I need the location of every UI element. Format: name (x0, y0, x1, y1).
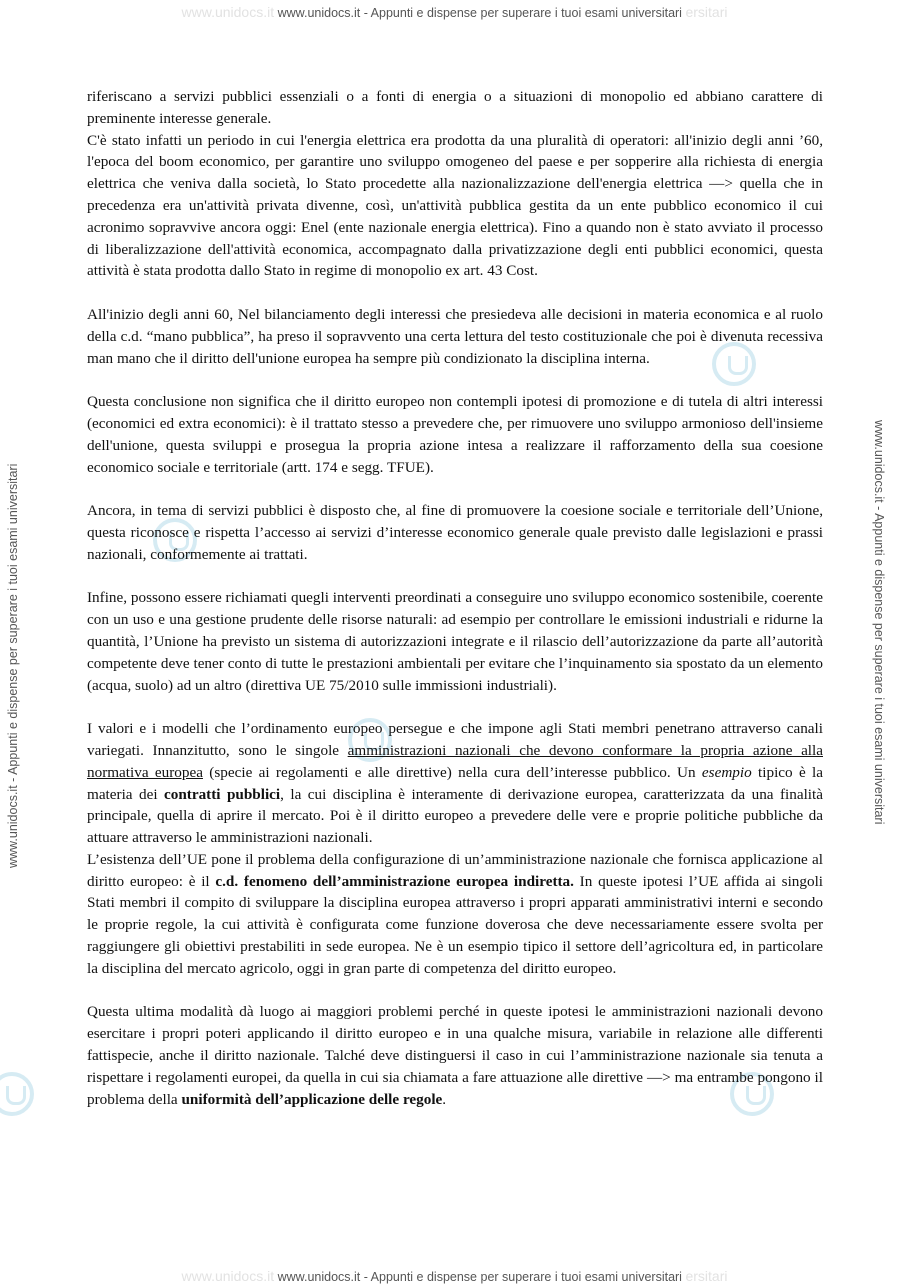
text-run: , la cui disciplina è interamente di derivazione europea, caratterizzata da una finalità principale, quella di aprire il mercato. Poi è il diritto europeo a prevedere delle vere e proprie politiche pubbliche da attuare attraverso le amministrazioni nazionali. (87, 785, 823, 847)
text-run: tipico è la materia dei (87, 763, 823, 803)
banner-link-text[interactable]: www.unidocs.it - Appunti e dispense per superare i tuoi esami universitari (277, 6, 682, 20)
paragraph: All'inizio degli anni 60, Nel bilanciamento degli interessi che presiedeva alle decisioni in materia economica e al ruolo della c.d. “mano pubblica”, ha preso il sopravvento una certa lettura del testo costituzionale che poi è divenuta recessiva man mano che il diritto dell'unione europea ha sempre più condizionato la disciplina interna. (87, 305, 823, 367)
paragraph: Ancora, in tema di servizi pubblici è disposto che, al fine di promuovere la coesione sociale e territoriale dell’Unione, questa riconosce e rispetta l’accesso ai servizi d’interesse economico generale quale previsto dalle legislazioni e prassi nazionali, conformemente ai trattati. (87, 502, 823, 563)
left-side-banner-text: www.unidocs.it - Appunti e dispense per superare i tuoi esami universitari (6, 463, 20, 868)
paragraph: C'è stato infatti un periodo in cui l'energia elettrica era prodotta da una pluralità di operatori: all'inizio degli anni ’60, l'epoca del boom economico, per garantire uno sviluppo omogeneo del paese e per sopperire alla richiesta di energia elettrica che veniva dalla società, lo Stato procedette alla nazionalizzazione dell'energia elettrica —> quella che in precedenza era un'attività privata divenne, così, un'attività pubblica gestita da un ente pubblico economico il cui acronimo sopravvive ancora oggi: Enel (ente nazionale energia elettrica). Fino a quando non è stato avviato il processo di liberalizzazione dell'attività economica, accompagnato dalla privatizzazione degli enti pubblici economici, questa attività è stata prodotta dallo Stato in regime di monopolio ex art. 43 Cost. (87, 131, 823, 280)
underlined-text: amministrazioni nazionali che devono conformare la propria azione alla normativa europea (87, 741, 823, 781)
header-banner[interactable] (0, 4, 909, 20)
banner-ghost-left: www.unidocs.it (181, 4, 275, 20)
text-run: . (442, 1090, 447, 1108)
paragraph (87, 718, 823, 849)
banner-ghost-left: www.unidocs.it (181, 1268, 275, 1284)
paragraph (87, 1001, 823, 1110)
paragraph (87, 849, 823, 980)
bold-text: c.d. fenomeno dell’amministrazione europea indiretta. (215, 872, 574, 890)
banner-ghost-right: ersitari (685, 4, 728, 20)
document-body (87, 86, 823, 1110)
text-run: (specie ai regolamenti e alle direttive) nella cura dell’interesse pubblico. Un (202, 763, 702, 781)
text-run: L’esistenza dell’UE pone il problema della configurazione di un’amministrazione nazionale che fornisca applicazione al diritto europeo: è il (87, 850, 823, 890)
text-run: I valori e i modelli che l’ordinamento europeo persegue e che impone agli Stati membri penetrano attraverso canali variegati. Innanzitutto, sono le singole (87, 720, 823, 759)
paragraph: riferiscano a servizi pubblici essenziali o a fonti di energia o a situazioni di monopolio ed abbiano carattere di preminente interesse generale. (87, 88, 823, 127)
right-side-banner-text: www.unidocs.it - Appunti e dispense per superare i tuoi esami universitari (872, 420, 886, 825)
footer-banner[interactable] (0, 1268, 909, 1284)
bold-text: contratti pubblici (163, 785, 281, 803)
bold-text: uniformità dell’applicazione delle regole (181, 1090, 443, 1108)
paragraph: Questa conclusione non significa che il diritto europeo non contempli ipotesi di promozione e di tutela di altri interessi (economici ed extra economici): è il trattato stesso a prevedere che, per rimuovere uno sviluppo armonioso dell'insieme dell'unione, questa sviluppi e prosegua la propria azione intesa a realizzare il rafforzamento della sua coesione economico sociale e territoriale (artt. 174 e segg. TFUE). (87, 393, 823, 476)
banner-link-text[interactable]: www.unidocs.it - Appunti e dispense per superare i tuoi esami universitari (277, 1270, 682, 1284)
text-run: Questa ultima modalità dà luogo ai maggiori problemi perché in queste ipotesi le amministrazioni nazionali devono esercitare i propri poteri applicando il diritto europeo e in una qualche misura, variabile in relazione alle differenti fattispecie, anche il diritto nazionale. Talché deve distinguersi il caso in cui l’amministrazione nazionale sia tenuta a rispettare i regolamenti europei, da quella in cui sia chiamata a fare attuazione alle direttive —> ma entrambe pongono il problema della (87, 1003, 823, 1108)
paragraph: Infine, possono essere richiamati quegli interventi preordinati a conseguire uno sviluppo economico sostenibile, coerente con un uso e una gestione prudente delle risorse naturali: ad esempio per controllare le emissioni industriali e ridurne la quantità, l’Unione ha previsto un sistema di autorizzazioni integrate e il rilascio dell’autorizzazione da parte all’autorità competente deve tener conto di tutte le prestazioni ambientali per evitare che l’inquinamento sia spostato da un elemento (acqua, suolo) ad un altro (direttiva UE 75/2010 sulle immissioni industriali). (87, 589, 823, 694)
banner-ghost-right: ersitari (685, 1268, 728, 1284)
text-run: In queste ipotesi l’UE affida ai singoli Stati membri il compito di sviluppare la disciplina europea attraverso i propri apparati amministrativi interni e secondo le proprie regole, la cui attività è configurata come funzione doverosa che deve necessariamente essere svolta per raggiungere gli obiettivi prestabiliti in sede europea. Ne è un esempio tipico il settore dell’agricoltura ed, in particolare la disciplina del mercato agricolo, oggi in gran parte di competenza del diritto europeo. (87, 872, 824, 977)
italic-text: esempio (701, 763, 752, 781)
